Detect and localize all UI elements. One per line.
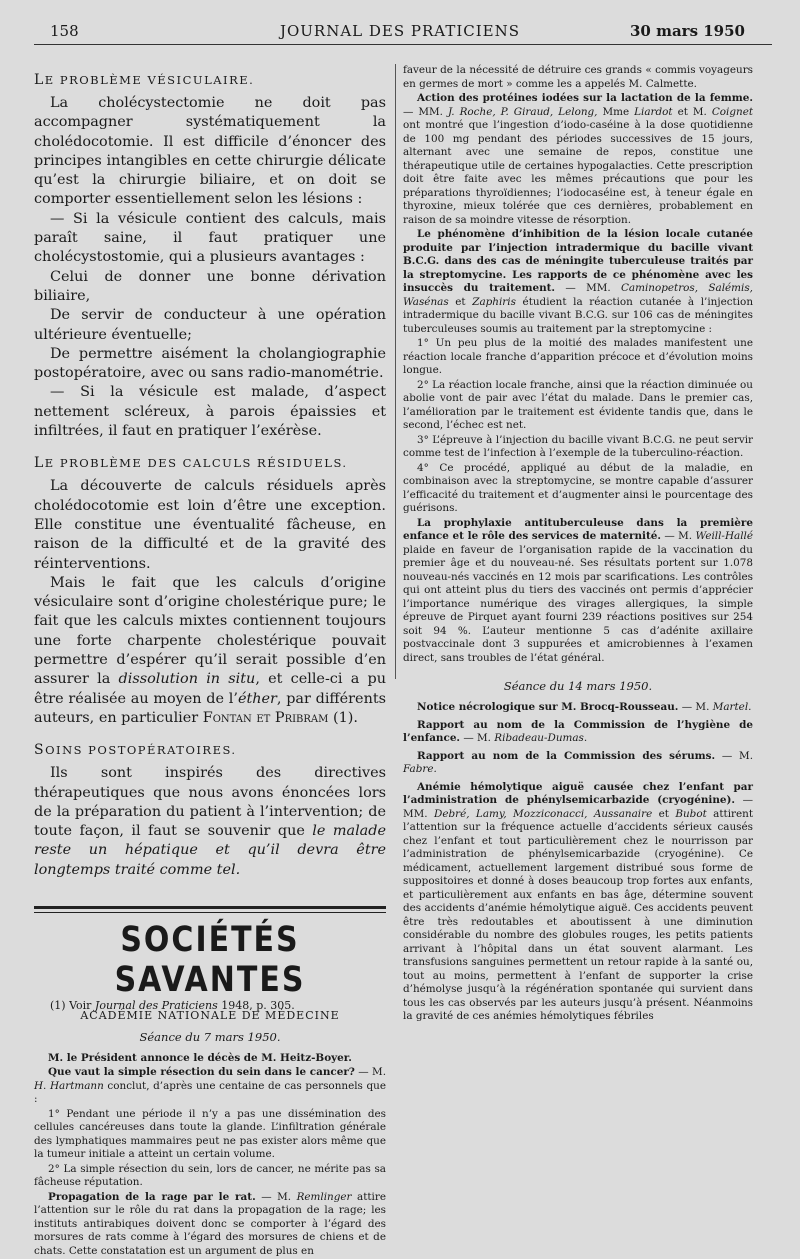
left-column — [34, 64, 386, 1259]
report-item: La prophylaxie antituberculeuse dans la première enfance et le rôle des services de maternité. — M. Weill-Hallé plaide en faveur de l’organisation rapide de la vaccination du premier âge et du nouveau-né. Ses résultats portent sur 1.078 nouveau-nés vaccinés en 12 mois par scarifications. Les contrôles qui ont atteint plus du tiers des vaccinés ont permis d’apprécier l’importance numérique des virages allergiques, la simple épreuve de Pirquet ayant fourni 239 réactions positives sur 254 soit 94 %. L’auteur mentionne 5 cas d’adénite axillaire postvaccinale dont 3 suppurées et amicrobiennes à l’examen direct, sans troubles de l’état général. — [403, 516, 753, 664]
paragraph: Mais le fait que les calculs d’origine vésiculaire sont d’origine cholestérique pure; le fait que les calculs mixtes contiennent toujours une forte charpente cholestérique pouvait permettre d’espérer qu’il serait possible d’en assurer la dissolution in situ, et celle-ci a pu être réalisée au moyen de l’éther, par différents auteurs, en particulier Fontan et Pribram (1). — [34, 574, 386, 726]
section-body-vesiculaire — [34, 94, 386, 441]
paragraph: — Si la vésicule contient des calculs, mais paraît saine, il faut pratiquer une cholécystostomie, qui a plusieurs avantages : — [34, 210, 386, 266]
report-item: Rapport au nom de la Commission des sérums. — M. Fabre. — [403, 749, 753, 775]
report-item: Anémie hémolytique aiguë causée chez l’enfant par l’administration de phénylsemicarbazide (cryogénine). — MM. Debré, Lamy, Mozziconacci, Aussanaire et Bubot attirent l’attention sur la fréquence actuelle d’accidents sérieux causés chez l’enfant et tout particulièrement chez le nourrisson par l’administration de phénylsemicarbazide (cryogénine). Ce médicament, actuellement largement distribué sous forme de suppositoires et donné à doses beaucoup trop fortes aux enfants, et particulièrement aux enfants en bas âge, détermine souvent des accidents d’anémie hémolytique aiguë. Ces accidents peuvent être très redoutables et aboutissent à une diminution considérable du nombre des globules rouges, les petits patients arrivant à l’hôpital dans un état souvent alarmant. Les transfusions sanguines permettent un retour rapide à la santé ou, tout au moins, permettent à l’enfant de supporter la crise d’hémolyse jusqu’à la régénération spontanée qui survient dans tous les cas observés par les auteurs jusqu’à présent. Néanmoins la gravité de ces anémies hémolytiques fébriles — [403, 780, 754, 1022]
report-item: 1° Un peu plus de la moitié des malades manifestent une réaction locale franche d’apparition précoce et d’évolution moins longue. — [403, 337, 753, 376]
section-body-soins — [34, 764, 386, 880]
paragraph: De servir de conducteur à une opération ultérieure éventuelle; — [34, 307, 386, 343]
journal-title: JOURNAL DES PRATICIENS — [279, 22, 521, 40]
seance-reports — [403, 701, 753, 1024]
seance-date: Séance du 14 mars 1950. — [503, 679, 653, 693]
column-divider — [395, 64, 396, 679]
societes-savantes-title: SOCIÉTÉS SAVANTES — [114, 919, 306, 1001]
paragraph: Ils sont inspirés des directives thérapeutiques que nous avons énoncées lors de la préparation du patient à l’intervention; de toute façon, il faut se souvenir que le malade reste un hépatique et qu’il devra être longtemps traité comme tel. — [34, 765, 386, 878]
section-body-calculs — [34, 477, 386, 728]
academie-reports-continued — [403, 64, 753, 665]
right-column — [403, 64, 753, 1025]
report-item: Action des protéines iodées sur la lactation de la femme. — MM. J. Roche, P. Giraud, Lelong, Mme Liardot et M. Coignet ont montré que l’ingestion d’iodo-caséine à la dose quotidienne de 100 mg pendant des périodes successives de 15 jours, alternant avec une semaine de repos, constitue une thérapeutique utile de certaines hypogalacties. Cette prescription doit être faite avec les mêmes précautions que pour les préparations thyroïdiennes; l’iodocaséine est, à teneur égale en thyroxine, mieux tolérée que ces dernières, probablement en raison de sa moindre vitesse de résorption. — [403, 92, 754, 226]
report-item: M. le Président annonce le décès de M. Heitz-Boyer. — [48, 1051, 352, 1064]
academie-reports — [34, 1052, 386, 1259]
section-heading-calculs: LE PROBLÈME DES CALCULS RÉSIDUELS. — [34, 455, 348, 472]
report-item: Propagation de la rage par le rat. — M. Remlinger attire l’attention sur le rôle du rat dans la propagation de la rage; les instituts antirabiques doivent donc se comporter à l’égard des morsures de rats comme à l’égard des morsures de chiens et de chats. Cette constatation est un argument de plus en — [34, 1190, 386, 1257]
page-number: 158 — [50, 22, 79, 40]
paragraph: De permettre aisément la cholangiographie postopératoire, avec ou sans radio-manométrie. — [34, 345, 386, 382]
page-header — [30, 22, 770, 46]
section-rule — [34, 906, 386, 909]
section-heading-soins: SOINS POSTOPÉRATOIRES. — [34, 742, 237, 759]
issue-date: 30 mars 1950 — [629, 22, 745, 40]
paragraph: La cholécystectomie ne doit pas accompagner systématiquement la cholédocotomie. Il est difficile d’énoncer des principes intangibles en cette chirurgie délicate qu’est la chirurgie biliaire, et on doit se comporter essentiellement selon les lésions : — [34, 95, 386, 208]
academie-heading: ACADÉMIE NATIONALE DE MÉDECINE — [80, 1008, 340, 1022]
report-item: 3° L’épreuve à l’injection du bacille vivant B.C.G. ne peut servir comme test de l’infection à l’exemple de la tuberculino-réaction. — [403, 433, 753, 459]
report-item: 2° La simple résection du sein, lors de cancer, ne mérite pas sa fâcheuse réputation. — [34, 1162, 386, 1189]
section-rule — [34, 912, 386, 913]
paragraph: Celui de donner une bonne dérivation biliaire, — [34, 268, 386, 304]
report-item: Rapport au nom de la Commission de l’hygiène de l’enfance. — M. Ribadeau-Dumas. — [403, 718, 753, 744]
report-item: faveur de la nécessité de détruire ces grands « commis voyageurs en germes de mort » comme les a appelés M. Calmette. — [403, 64, 753, 90]
report-item: 1° Pendant une période il n’y a pas une dissémination des cellules cancéreuses dans toute la glande. L’infiltration générale des lymphatiques mammaires peut ne pas exister alors même que la tumeur initiale a atteint un certain volume. — [34, 1107, 386, 1161]
report-item: Le phénomène d’inhibition de la lésion locale cutanée produite par l’injection intradermique du bacille vivant B.C.G. dans des cas de méningite tuberculeuse traités par la streptomycine. Les rapports de ce phénomène avec les insuccès du traitement. — MM. Caminopetros, Salémis, Wasénas et Zaphiris étudient la réaction cutanée à l’injection intradermique du bacille vivant B.C.G. sur 106 cas de méningites tuberculeuses soumis au traitement par la streptomycine : — [403, 228, 754, 335]
paragraph: La découverte de calculs résiduels après cholédocotomie est loin d’être une exception. Elle constitue une éventualité fâcheuse, en raison de la difficulté et de la gravité des réinterventions. — [34, 478, 386, 572]
report-item: 2° La réaction locale franche, ainsi que la réaction diminuée ou abolie vont de pair avec l’état du malade. Dans le premier cas, l’amélioration par le traitement est évidente tandis que, dans le second, l’échec est net. — [403, 378, 753, 431]
footnote: (1) Voir Journal des Praticiens 1948, p. 305. — [50, 999, 295, 1012]
paragraph: — Si la vésicule est malade, d’aspect nettement scléreux, à parois épaissies et infiltrées, il faut en pratiquer l’exérèse. — [34, 384, 386, 440]
report-item: Notice nécrologique sur M. Brocq-Rousseau. — M. Martel. — [417, 701, 752, 713]
seance-date: Séance du 7 mars 1950. — [139, 1029, 281, 1044]
report-item: 4° Ce procédé, appliqué au début de la maladie, en combinaison avec la streptomycine, se montre capable d’assurer l’efficacité du traitement et d’augmenter ainsi le pourcentage des guérisons. — [403, 461, 753, 514]
section-heading-vesiculaire: LE PROBLÈME VÉSICULAIRE. — [34, 72, 255, 88]
report-item: Que vaut la simple résection du sein dans le cancer? — M. H. Hartmann conclut, d’après une centaine de cas personnels que : — [34, 1066, 386, 1106]
header-rule — [34, 44, 772, 45]
